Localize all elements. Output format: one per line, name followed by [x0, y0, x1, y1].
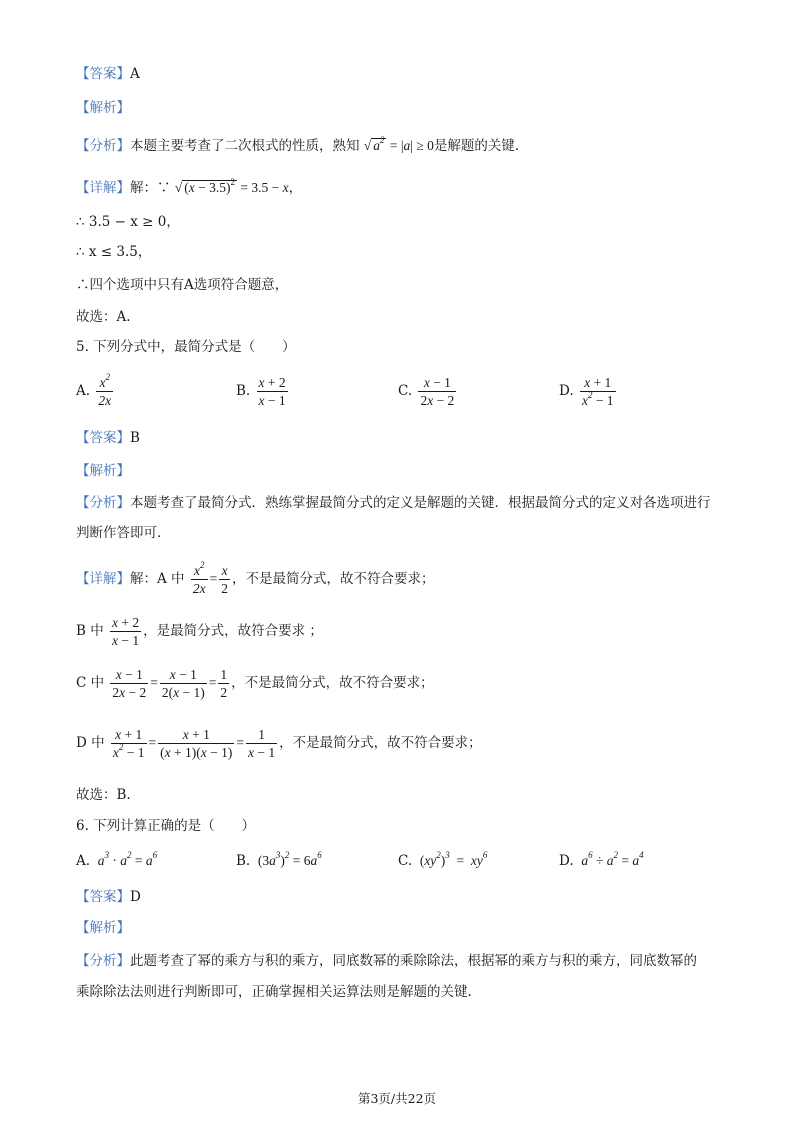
detail-d-suffix: ，不是最简分式，故不符合要求； — [279, 735, 482, 751]
fraction-b: $\frac{x + 2}{x - 1}$ — [258, 375, 286, 408]
fraction-c: $\frac{x - 1}{2x - 2}$ — [420, 375, 455, 408]
detail-c-mid: $\frac{x - 1}{2(x - 1)}$ — [161, 667, 205, 700]
q4-analysis-tag: 【解析】 — [76, 100, 130, 116]
detail-a-rhs: $\frac{x}{2}$ — [221, 563, 228, 596]
q4-step3: ∴四个选项中只有A选项符合题意， — [76, 277, 289, 293]
option-label-c: C. — [398, 853, 413, 869]
detail-a-lhs: $\frac{x^2}{2x}$ — [192, 560, 206, 596]
q6-fenxi-line1 — [76, 955, 697, 969]
q5-stem: 5. 下列分式中，最简分式是（ ） — [76, 339, 296, 355]
q5-detail-c: C 中 $\frac{x - 1}{2x - 2}$ = $\frac{x - 1}{2(x - 1)}$ = $\frac{1}{2}$ ，不是最简分式，故不符合要求； — [76, 667, 434, 700]
fenxi-text2: 是解题的关键. — [433, 138, 520, 154]
detail-c-rhs: $\frac{1}{2}$ — [220, 667, 228, 700]
q6-option-b — [236, 850, 322, 869]
xiangjie-text: 解：∵ — [130, 180, 171, 196]
xiangjie-tag: 【详解】 — [76, 571, 130, 587]
option-label-b: B. — [236, 853, 251, 869]
q5-detail-d: D 中 $\frac{x + 1}{x^2 - 1}$ = $\frac{x + 1}{(x + 1)(x - 1)}$ = $\frac{1}{x - 1}$ ，不是最简分式，故不符合要求； — [76, 727, 482, 760]
detail-d-prefix: D 中 — [76, 735, 105, 751]
fenxi-text1: 本题主要考查了二次根式的性质，熟知 — [130, 138, 360, 154]
q4-xiangjie-line — [76, 177, 303, 196]
option-label-d: D. — [559, 853, 574, 869]
detail-c-lhs: $\frac{x - 1}{2x - 2}$ — [112, 667, 147, 700]
q6-answer-line — [76, 891, 141, 905]
option-label-d: D. — [559, 383, 574, 399]
q5-option-d — [559, 374, 618, 409]
q4-choose: 故选：A. — [76, 309, 131, 325]
detail-c-prefix: C 中 — [76, 675, 105, 691]
q6-option-d — [559, 850, 644, 869]
q6-stem: 6. 下列计算正确的是（ ） — [76, 818, 256, 834]
detail-b-frac: $\frac{x + 2}{x - 1}$ — [112, 615, 140, 648]
detail-b-suffix: ，是最简分式，故符合要求 ； — [143, 623, 323, 639]
q6-formula-d: $a^6 \div a^2 = a^4$ — [577, 850, 644, 868]
q5-fenxi-line2: 判断作答即可． — [76, 525, 171, 541]
formula-sqrt-x: √ $(x - 3.5)^2 = 3.5 - x$， — [174, 177, 303, 195]
q5-choose: 故选：B. — [76, 787, 131, 803]
q4-fenxi-line — [76, 135, 520, 154]
option-label-c: C. — [398, 383, 413, 399]
q6-option-a — [76, 850, 158, 869]
formula-sqrt-a2: √ $a^2 = |a| \ge 0$ — [363, 135, 434, 153]
fenxi-tag: 【分析】 — [76, 953, 130, 969]
q5-analysis-tag: 【解析】 — [76, 463, 130, 479]
answer-value: A — [130, 66, 140, 82]
q5-option-a — [76, 374, 115, 409]
detail-c-suffix: ，不是最简分式，故不符合要求； — [231, 675, 434, 691]
q5-detail-a: 【详解】解：A 中 $\frac{x^2}{2x}$ = $\frac{x}{2}$ ，不是最简分式，故不符合要求； — [76, 560, 435, 596]
q6-analysis-tag: 【解析】 — [76, 920, 130, 936]
answer-tag: 【答案】 — [76, 66, 130, 82]
detail-b-prefix: B 中 — [76, 623, 104, 639]
q6-formula-c: $(xy^2)^3 = xy^6$ — [419, 850, 488, 868]
q5-answer-line — [76, 432, 140, 446]
q5-fenxi-line1 — [76, 497, 711, 511]
q5-detail-b — [76, 614, 323, 649]
answer-value: D — [130, 889, 141, 905]
option-label-b: B. — [236, 383, 251, 399]
fraction-d: $\frac{x + 1}{x^2 - 1}$ — [581, 375, 614, 408]
answer-tag: 【答案】 — [76, 430, 130, 446]
detail-d-mid: $\frac{x + 1}{(x + 1)(x - 1)}$ — [160, 727, 233, 760]
q5-option-b — [236, 374, 290, 409]
q6-option-c — [398, 850, 488, 869]
detail-a-prefix: 解：A 中 — [130, 571, 185, 587]
page-number: 第3页/共22页 — [357, 1091, 437, 1106]
q6-formula-a: $a^3 \cdot a^2 = a^6$ — [94, 850, 158, 868]
detail-d-rhs: $\frac{1}{x - 1}$ — [248, 727, 276, 760]
fenxi-tag: 【分析】 — [76, 495, 130, 511]
fenxi-tag: 【分析】 — [76, 138, 130, 154]
q6-formula-b: $(3a^3)^2 = 6a^6$ — [257, 850, 322, 868]
q4-step2: ∴ x ≤ 3.5， — [76, 244, 152, 260]
detail-d-lhs: $\frac{x + 1}{x^2 - 1}$ — [112, 727, 145, 760]
q4-step1: ∴ 3.5 − x ≥ 0， — [76, 214, 180, 230]
answer-value: B — [130, 430, 140, 446]
option-label-a: A. — [76, 853, 91, 869]
detail-a-suffix: ，不是最简分式，故不符合要求； — [231, 571, 435, 587]
xiangjie-tag: 【详解】 — [76, 180, 130, 196]
answer-tag: 【答案】 — [76, 889, 130, 905]
option-label-a: A. — [76, 383, 91, 399]
fenxi-text: 本题考查了最简分式．熟练掌握最简分式的定义是解题的关键．根据最简分式的定义对各选项进行 — [130, 495, 711, 511]
q4-answer-line — [76, 68, 140, 82]
fenxi-text: 此题考查了幂的乘方与积的乘方，同底数幂的乘除除法，根据幂的乘方与积的乘方，同底数幂的 — [130, 953, 697, 969]
q6-fenxi-line2: 乘除除法法则进行判断即可，正确掌握相关运算法则是解题的关键. — [76, 984, 472, 1000]
q5-option-c — [398, 374, 458, 409]
fraction-a: $\frac{x^2}{2x}$ — [98, 372, 112, 408]
